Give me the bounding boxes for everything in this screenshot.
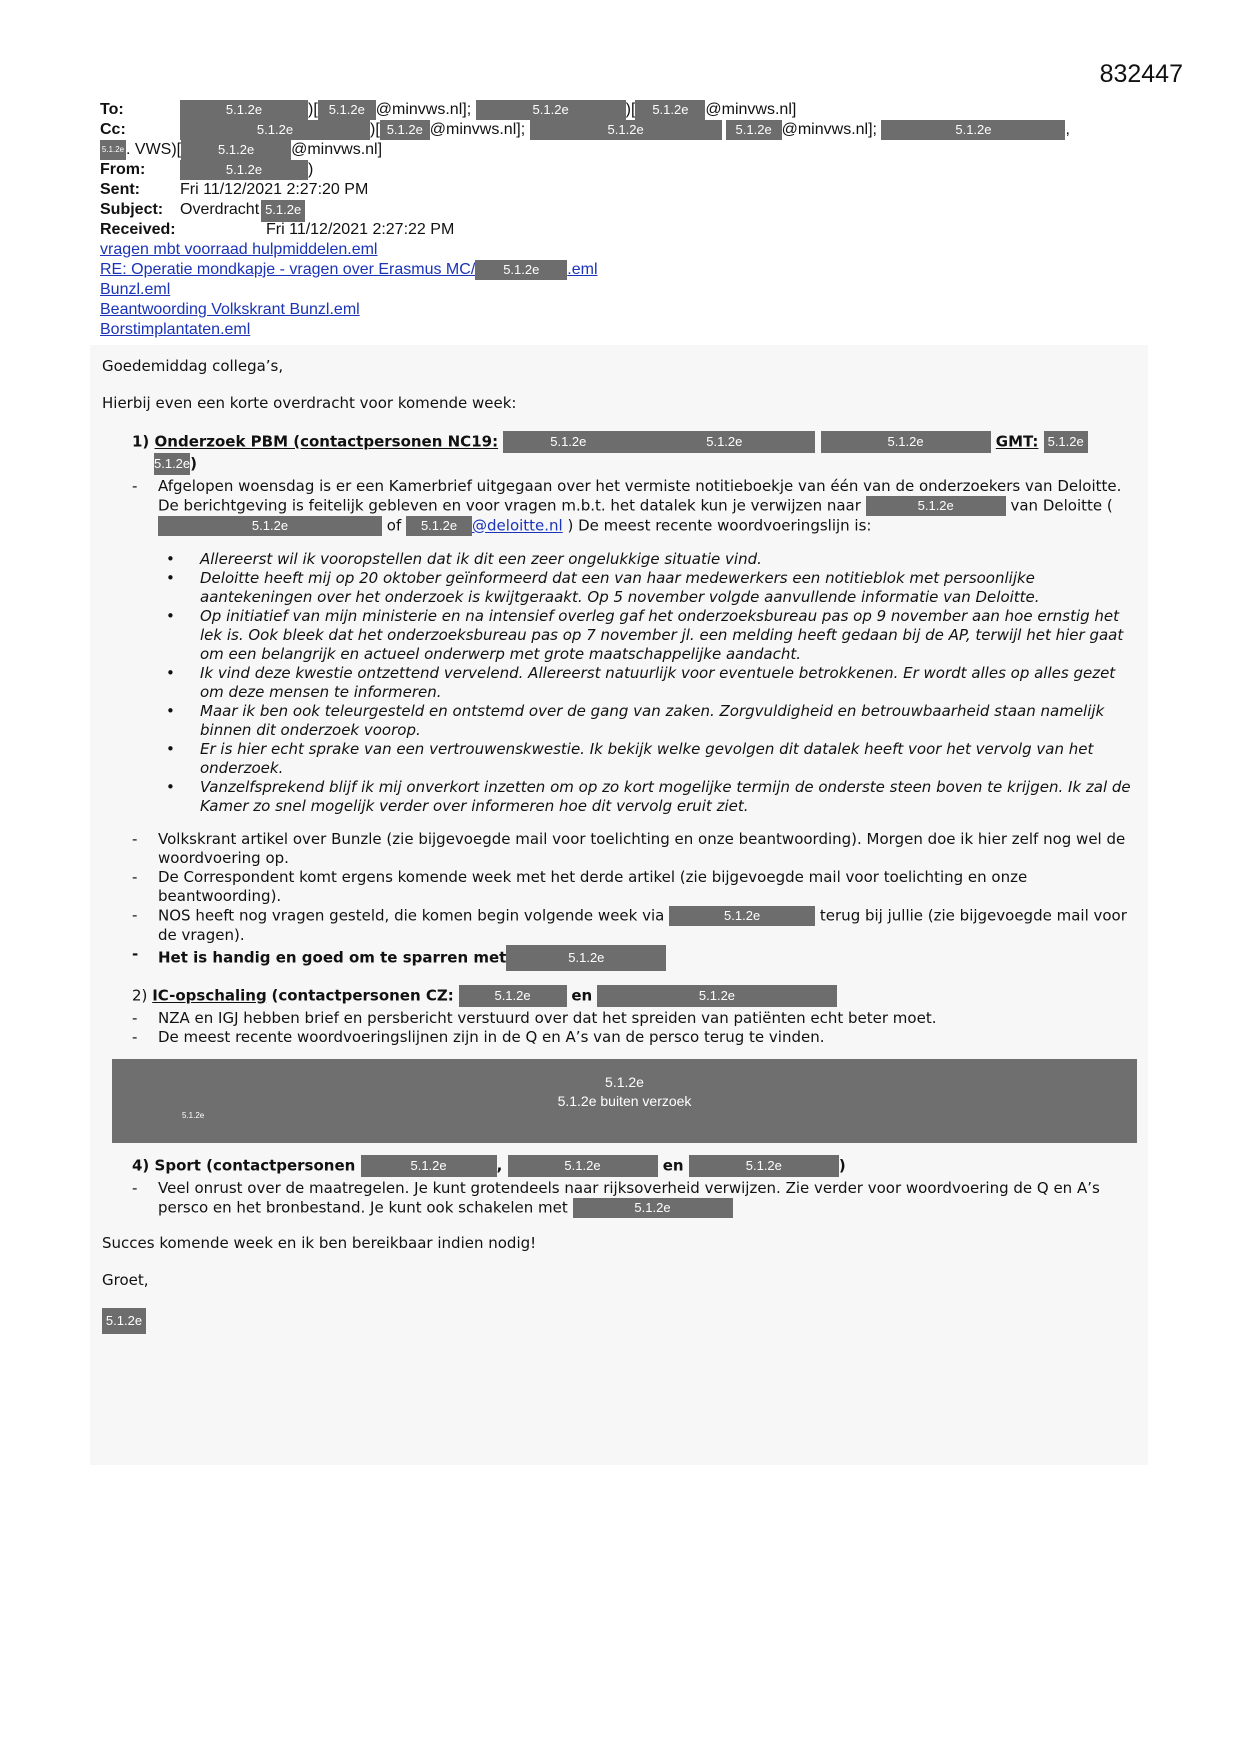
redaction: 5.1.2e: [361, 1155, 497, 1177]
to-label: To:: [100, 101, 124, 118]
section-1-item: - De Correspondent komt ergens komende week met het derde artikel (zie bijgevoegde mail voor toelichting en onze beantwoording).: [132, 868, 1136, 906]
received-value: Fri 11/12/2021 2:27:22 PM: [266, 221, 455, 238]
section-2: [132, 985, 1136, 1007]
email-domain: @minvws.nl]: [291, 141, 383, 158]
cc-label: Cc:: [100, 121, 126, 138]
section-4: [132, 1155, 1136, 1177]
received-row: [100, 220, 1130, 240]
vws-text: . VWS)[: [126, 141, 182, 158]
section-1-item: - Het is handig en goed om te sparren met 5.1.2e: [132, 945, 1136, 971]
sent-value: Fri 11/12/2021 2:27:20 PM: [180, 181, 369, 198]
redaction: 5.1.2e: [821, 431, 991, 453]
redaction: 5.1.2e: [180, 100, 308, 120]
attachment-link[interactable]: Bunzl.eml: [100, 281, 171, 298]
redaction: 5.1.2e: [181, 140, 291, 160]
redaction: 5.1.2e: [669, 906, 815, 926]
redaction: 5.1.2e: [380, 120, 430, 140]
redaction: 5.1.2e: [476, 100, 626, 120]
statement-item: • Er is hier echt sprake van een vertrouwenskwestie. Ik bekijk welke gevolgen dit datalek heeft voor het vervolg van het onderzoek.: [166, 740, 1136, 778]
redaction: 5.1.2e: [180, 120, 370, 140]
attachment-link[interactable]: Borstimplantaten.eml: [100, 321, 251, 338]
section-4-item: - Veel onrust over de maatregelen. Je kunt grotendeels naar rijksoverheid verwijzen. Zie verder voor woordvoering de Q en A’s persco en het bronbestand. Je kunt ook schakelen met 5.1.2e: [132, 1179, 1136, 1218]
from-row: [100, 160, 1130, 180]
statement-list: [166, 550, 1136, 816]
section-1: [132, 431, 1136, 475]
separator: ,: [1065, 121, 1070, 138]
redaction: 5.1.2e: [475, 260, 567, 280]
section-2-item: - NZA en IGJ hebben brief en persbericht verstuurd over dat het spreiden van patiënten echt beter moet.: [132, 1009, 1136, 1028]
redacted-section-3: 5.1.2e 5.1.2e buiten verzoek 5.1.2e: [112, 1059, 1137, 1143]
message-body: [90, 345, 1148, 1465]
redaction: 5.1.2e: [261, 200, 305, 222]
redaction: 5.1.2e: [318, 100, 376, 120]
redaction: 5.1.2e: [635, 100, 705, 120]
cc-row-continued: [100, 140, 1130, 160]
statement-item: • Deloitte heeft mij op 20 oktober geïnformeerd dat een van haar medewerkers een notitieblok met persoonlijke aantekeningen over het onderzoek is kwijtgeraakt. Op 5 november volgde aanvullende informatie van Deloitte.: [166, 569, 1136, 607]
from-label: From:: [100, 161, 146, 178]
regards: Groet,: [102, 1271, 149, 1289]
sent-label: Sent:: [100, 181, 140, 198]
redaction: 5.1.2e: [154, 453, 190, 475]
intro: Hierbij even een korte overdracht voor komende week:: [102, 394, 517, 412]
redaction: 5.1.2e: [597, 985, 837, 1007]
signature-redaction: 5.1.2e: [102, 1308, 146, 1334]
bracket: )[: [308, 101, 318, 118]
redaction: 5.1.2e: [1044, 431, 1088, 453]
redaction: 5.1.2e: [881, 120, 1065, 140]
document-id: 832447: [1099, 60, 1183, 88]
attachment-link[interactable]: RE: Operatie mondkapje - vragen over Erasmus MC/ 5.1.2e .eml: [100, 261, 598, 278]
email-domain: @minvws.nl];: [781, 121, 877, 138]
subject-label: Subject:: [100, 201, 164, 218]
redaction: 5.1.2e: [866, 496, 1006, 516]
greeting: Goedemiddag collega’s,: [102, 357, 284, 375]
redaction: 5.1.2e: [158, 516, 382, 536]
redaction: 5.1.2e: [508, 1155, 658, 1177]
statement-item: • Allereerst wil ik vooropstellen dat ik dit een zeer ongelukkige situatie vind.: [166, 550, 1136, 569]
subject-row: [100, 200, 1130, 220]
email-link[interactable]: @deloitte.nl: [472, 516, 563, 535]
email-domain: @minvws.nl]: [705, 101, 797, 118]
redaction: 5.1.2e: [180, 160, 308, 180]
paren: ): [308, 161, 314, 178]
statement-item: • Op initiatief van mijn ministerie en na intensief overleg gaf het onderzoeksbureau pas op 9 november aan hoe ernstig het lek is. Ook bleek dat het onderzoeksbureau pas op 7 november jl. een melding heeft gedaan bij de AP, terwijl het hier gaat om een belangrijk en actueel onderwerp met grote maatschappelijke aandacht.: [166, 607, 1136, 664]
statement-item: • Vanzelfsprekend blijf ik mij onverkort inzetten om op zo kort mogelijke termijn de onderste steen boven te krijgen. Ik zal de Kamer zo snel mogelijk verder over informeren hoe dit vervolg eruit ziet.: [166, 778, 1136, 816]
redaction: 5.1.2e: [459, 985, 567, 1007]
redaction: 5.1.2e: [406, 516, 472, 536]
section-1-item: - Afgelopen woensdag is er een Kamerbrief uitgegaan over het vermiste notitieboekje van één van de onderzoekers van Deloitte. De berichtgeving is feitelijk gebleven en voor vragen m.b.t. het datalek kun je verwijzen naar 5.1.2e van Deloitte (5.1.2e of 5.1.2e @deloitte.nl ) De meest recente woordvoeringslijn is:: [132, 477, 1136, 536]
received-label: Received:: [100, 221, 176, 238]
bracket: )[: [370, 121, 380, 138]
redaction: 5.1.2e: [573, 1198, 733, 1218]
email-domain: @minvws.nl];: [375, 101, 472, 118]
cc-row: [100, 120, 1130, 140]
sent-row: [100, 180, 1130, 200]
section-2-heading: 2) IC-opschaling (contactpersonen CZ: 5.1.2e en 5.1.2e: [132, 985, 1136, 1007]
redaction: 5.1.2e: [100, 140, 126, 160]
section-2-item: - De meest recente woordvoeringslijnen zijn in de Q en A’s van de persco terug te vinden.: [132, 1028, 1136, 1047]
to-row: [100, 100, 1130, 120]
statement-item: • Maar ik ben ook teleurgesteld en ontstemd over de gang van zaken. Zorgvuldigheid en betrouwbaarheid staan namelijk binnen dit onderzoek voorop.: [166, 702, 1136, 740]
redaction: 5.1.2e: [530, 120, 722, 140]
closing: Succes komende week en ik ben bereikbaar indien nodig!: [102, 1234, 537, 1252]
section-1-item: - NOS heeft nog vragen gesteld, die komen begin volgende week via 5.1.2e terug bij jullie (zie bijgevoegde mail voor de vragen).: [132, 906, 1136, 945]
attachment-list: [100, 240, 598, 340]
email-domain: @minvws.nl];: [429, 121, 526, 138]
subject-value: Overdracht: [180, 201, 260, 218]
redaction: 5.1.2e: [726, 120, 782, 140]
section-1-item: - Volkskrant artikel over Bunzle (zie bijgevoegde mail voor toelichting en onze beantwoording). Morgen doe ik hier zelf nog wel de woordvoering op.: [132, 830, 1136, 868]
attachment-link[interactable]: Beantwoording Volkskrant Bunzl.eml: [100, 301, 360, 318]
email-header: [100, 100, 1130, 240]
redaction: 5.1.2e: [689, 1155, 839, 1177]
redaction: 5.1.2e: [633, 431, 815, 453]
section-1-heading: 1) Onderzoek PBM (contactpersonen NC19: 5.1.2e 5.1.2e 5.1.2e GMT: 5.1.2e 5.1.2e): [132, 431, 1136, 475]
section-4-heading: 4) Sport (contactpersonen 5.1.2e , 5.1.2e en 5.1.2e ): [132, 1155, 1136, 1177]
redaction: 5.1.2e: [506, 945, 666, 971]
bracket: )[: [625, 101, 636, 118]
statement-item: • Ik vind deze kwestie ontzettend vervelend. Allereerst natuurlijk voor eventuele betrokkenen. Er wordt alles op alles gezet om deze mensen te informeren.: [166, 664, 1136, 702]
attachment-link[interactable]: vragen mbt voorraad hulpmiddelen.eml: [100, 241, 378, 258]
redaction: 5.1.2e: [503, 431, 633, 453]
